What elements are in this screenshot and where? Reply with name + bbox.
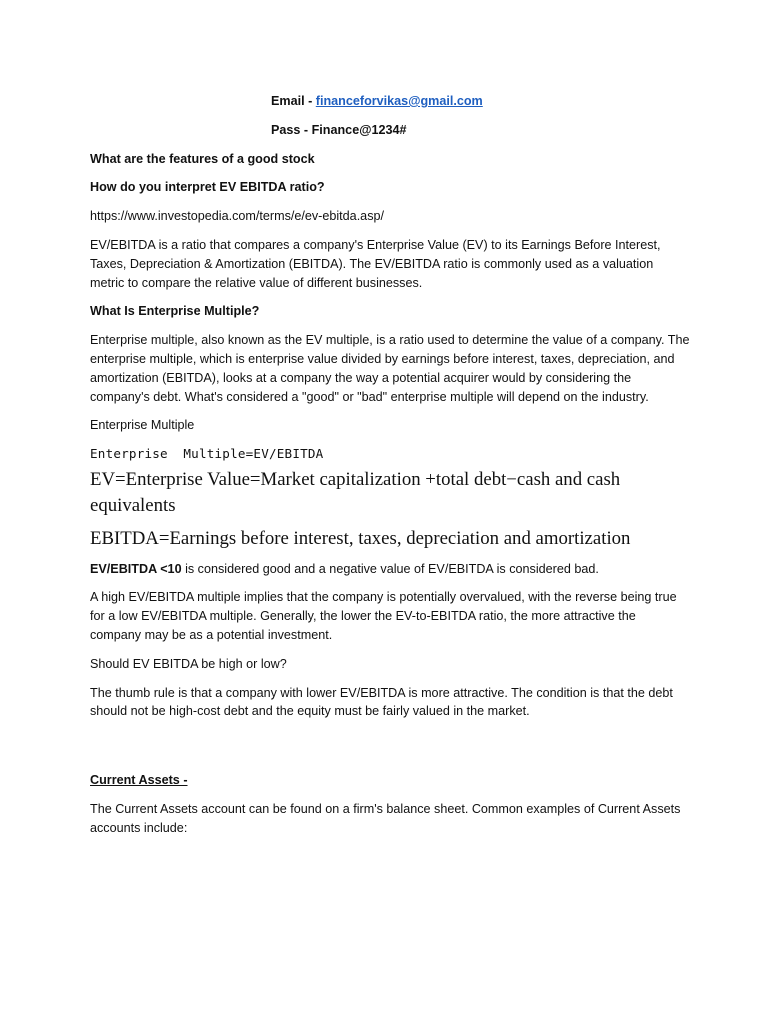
formula-ev: EV=Enterprise Value=Market capitalization +total debt−cash and cash equivalents xyxy=(90,469,621,516)
paragraph-ev-ebitda: EV/EBITDA is a ratio that compares a company's Enterprise Value (EV) to its Earnings Before Interest, Taxes, Depreciation & Amortization (EBITDA). The EV/EBITDA ratio is commonly used as a valuation metric to compare the relative value of different businesses. xyxy=(90,237,661,290)
question-features: What are the features of a good stock xyxy=(90,151,315,166)
email-line xyxy=(90,92,690,111)
paragraph-high-multiple: A high EV/EBITDA multiple implies that the company is potentially overvalued, with the reverse being true for a low EV/EBITDA multiple. Generally, the lower the EV-to-EBITDA ratio, the more attractive the company may be as a potential investment. xyxy=(90,590,677,643)
question-high-low: Should EV EBITDA be high or low? xyxy=(90,656,287,671)
paragraph-current-assets: The Current Assets account can be found on a firm's balance sheet. Common examples of Current Assets accounts include: xyxy=(90,802,681,835)
document-page xyxy=(90,92,690,848)
question-enterprise-multiple: What Is Enterprise Multiple? xyxy=(90,304,260,319)
label-enterprise-multiple: Enterprise Multiple xyxy=(90,418,195,433)
rule-ev-ebitda xyxy=(90,560,690,579)
spacer xyxy=(90,731,690,771)
rule-bold: EV/EBITDA <10 xyxy=(90,561,182,576)
formula-enterprise-multiple: Enterprise Multiple=EV/EBITDA xyxy=(90,446,324,462)
password-line: Pass - Finance@1234# xyxy=(271,122,407,137)
heading-current-assets: Current Assets - xyxy=(90,773,188,788)
question-interpret-ev-ebitda: How do you interpret EV EBITDA ratio? xyxy=(90,180,325,195)
paragraph-enterprise-multiple: Enterprise multiple, also known as the EV multiple, is a ratio used to determine the value of a company. The enterprise multiple, which is enterprise value divided by earnings before interest, taxes, depreciation, and amortization (EBITDA), looks at a company the way a potential acquirer would by considering the company's debt. What's considered a "good" or "bad" enterprise multiple will depend on the industry. xyxy=(90,333,690,404)
source-url: https://www.investopedia.com/terms/e/ev-ebitda.asp/ xyxy=(90,209,384,224)
email-link[interactable]: financeforvikas@gmail.com xyxy=(315,94,483,108)
email-label: Email - xyxy=(271,94,316,108)
rule-rest: is considered good and a negative value of EV/EBITDA is considered bad. xyxy=(181,561,599,576)
paragraph-thumb-rule: The thumb rule is that a company with lower EV/EBITDA is more attractive. The condition is that the debt should not be high-cost debt and the equity must be fairly valued in the market. xyxy=(90,685,673,719)
formula-ebitda: EBITDA=Earnings before interest, taxes, depreciation and amortization xyxy=(90,528,631,550)
